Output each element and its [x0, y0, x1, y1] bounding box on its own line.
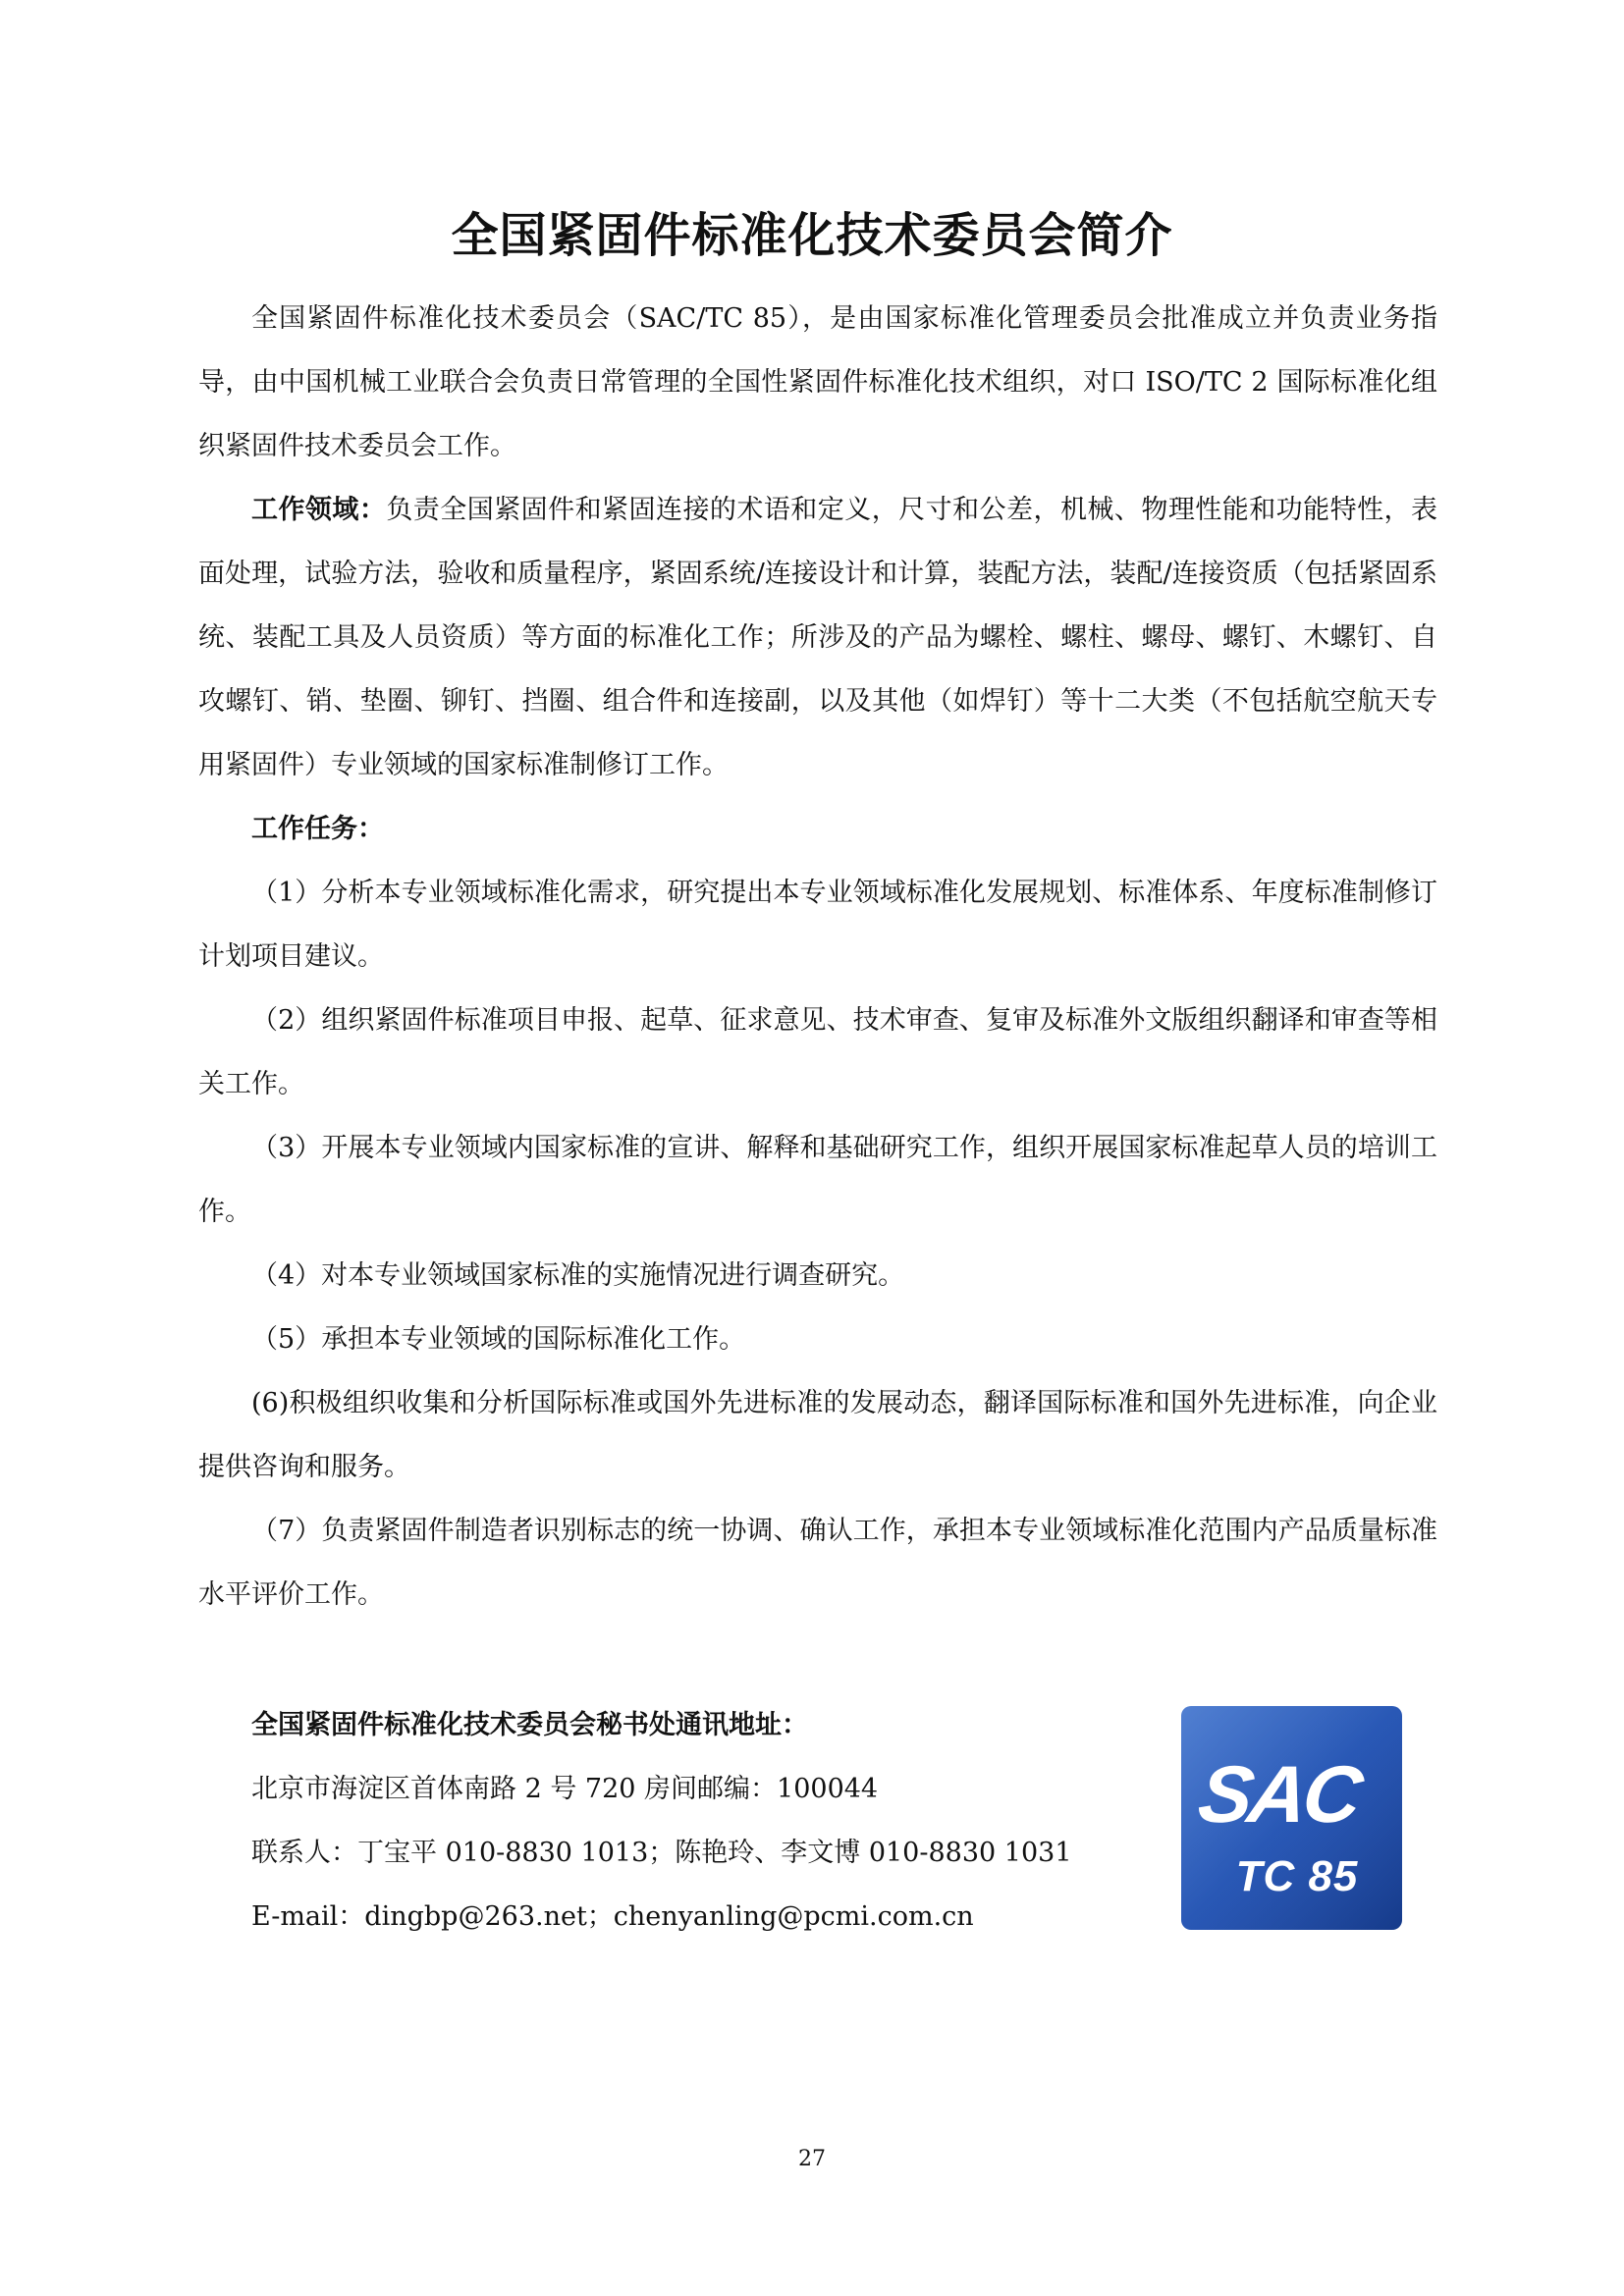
intro-paragraph: 全国紧固件标准化技术委员会（SAC/TC 85），是由国家标准化管理委员会批准成立并负责业务指导，由中国机械工业联合会负责日常管理的全国性紧固件标准化技术组织，对口 ISO/TC 2 国际标准化组织紧固件技术委员会工作。 — [198, 303, 1437, 461]
logo-sac-text: SAC — [1193, 1749, 1365, 1840]
scope-text: 负责全国紧固件和紧固连接的术语和定义，尺寸和公差，机械、物理性能和功能特性，表面处理，试验方法，验收和质量程序，紧固系统/连接设计和计算，装配方法，装配/连接资质（包括紧固系统、装配工具及人员资质）等方面的标准化工作；所涉及的产品为螺栓、螺柱、螺母、螺钉、木螺钉、自攻螺钉、销、垫圈、铆钉、挡圈、组合件和连接副，以及其他（如焊钉）等十二大类（不包括航空航天专用紧固件）专业领域的国家标准制修订工作。 — [198, 495, 1438, 780]
task-item: （5）承担本专业领域的国际标准化工作。 — [251, 1324, 746, 1355]
task-item: （2）组织紧固件标准项目申报、起草、征求意见、技术审查、复审及标准外文版组织翻译和审查等相关工作。 — [198, 1005, 1437, 1099]
task-item: (6)积极组织收集和分析国际标准或国外先进标准的发展动态，翻译国际标准和国外先进标准，向企业提供咨询和服务。 — [198, 1388, 1437, 1482]
scope-label: 工作领域： — [251, 495, 387, 525]
contact-block — [251, 1693, 1194, 1949]
logo-tc85-text: TC 85 — [1235, 1852, 1359, 1900]
page-number: 27 — [798, 2147, 826, 2171]
task-item: （3）开展本专业领域内国家标准的宣讲、解释和基础研究工作，组织开展国家标准起草人员的培训工作。 — [198, 1133, 1437, 1227]
task-item: （4）对本专业领域国家标准的实施情况进行调查研究。 — [251, 1260, 905, 1291]
tasks-heading — [198, 797, 1437, 861]
task-item: （1）分析本专业领域标准化需求，研究提出本专业领域标准化发展规划、标准体系、年度标准制修订计划项目建议。 — [198, 878, 1437, 972]
scope-paragraph — [198, 478, 1437, 797]
page-title: 全国紧固件标准化技术委员会简介 — [451, 208, 1173, 263]
task-item: （7）负责紧固件制造者识别标志的统一协调、确认工作，承担本专业领域标准化范围内产品质量标准水平评价工作。 — [198, 1516, 1437, 1610]
sac-tc85-logo — [1181, 1706, 1402, 1930]
contact-address: 北京市海淀区首体南路 2 号 720 房间邮编：100044 — [251, 1774, 879, 1804]
contact-email[interactable]: E-mail：dingbp@263.net；chenyanling@pcmi.com.cn — [251, 1901, 974, 1932]
tasks-label: 工作任务： — [251, 814, 384, 844]
contact-heading: 全国紧固件标准化技术委员会秘书处通讯地址： — [251, 1710, 808, 1740]
logo-graphic — [1181, 1706, 1402, 1930]
contact-people: 联系人：丁宝平 010-8830 1013；陈艳玲、李文博 010-8830 1031 — [251, 1838, 1072, 1868]
document-body — [198, 287, 1437, 1627]
